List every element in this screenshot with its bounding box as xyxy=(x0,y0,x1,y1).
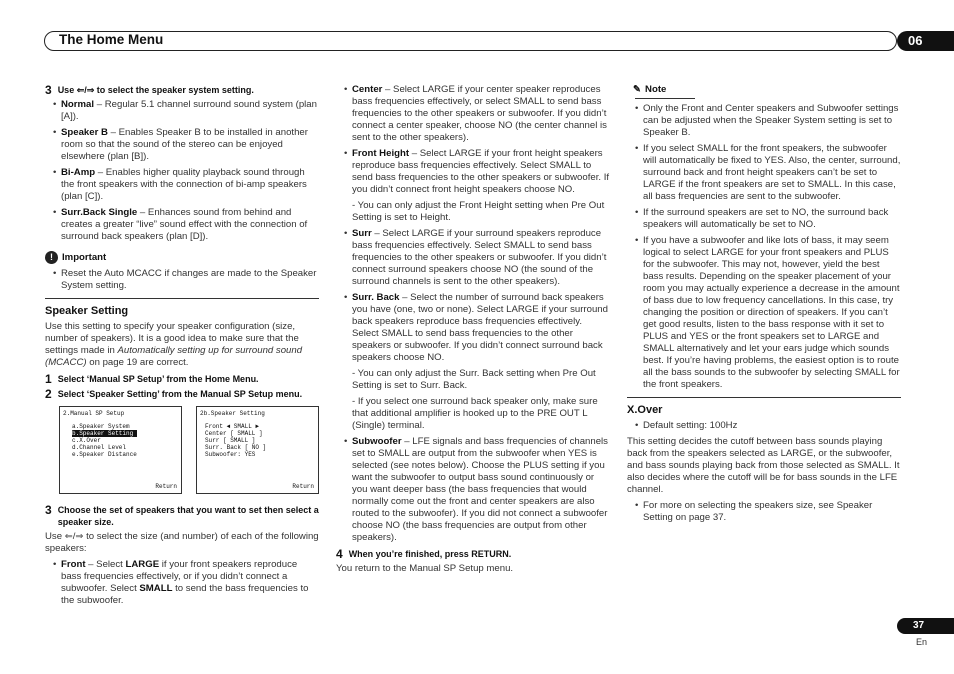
list-item-surr-back: • Surr. Back – Select the number of surround back speakers you have (one, two or none). Select LARGE if your surround back speakers reproduce bass frequencies effectively. Select SMALL to send bass frequencies to the other speakers or subwoofer. If you didn’t connect surround back speakers choose NO. xyxy=(336,292,610,364)
column-1 xyxy=(45,84,319,611)
list-item-center: • Center – Select LARGE if your center speaker reproduces bass frequencies effectively, or select SMALL to send bass frequencies to the other speakers or subwoofer. If you didn’t connect a center speaker, choose NO (the center channel is sent to the other speakers). xyxy=(336,84,610,144)
language-label: En xyxy=(916,637,928,647)
osd-screens xyxy=(59,406,319,494)
important-icon: ! xyxy=(45,251,58,264)
header-bar xyxy=(44,31,897,51)
list-item-subwoofer: • Subwoofer – LFE signals and bass frequencies of channels set to SMALL are output from the subwoofer when YES is selected (see notes below). Choose the PLUS setting if you want the subwoofer to output bass sound continuously or you want deeper bass (the bass frequencies that would normally come out the front and center speakers are also routed to the subwoofer). If you did not connect a subwoofer choose NO (the bass frequencies are output from other speakers). xyxy=(336,436,610,544)
column-2 xyxy=(336,84,610,579)
pencil-icon: ✎ xyxy=(633,84,642,95)
step-3: 3 Choose the set of speakers that you want to set then select a speaker size. xyxy=(45,503,319,527)
osd-manual-sp-setup: 2.Manual SP Setup a.Speaker System b.Speaker Setting c.X.Over d.Channel Level e.Speaker Distance Return xyxy=(59,406,182,494)
section-title-speaker-setting: Speaker Setting xyxy=(45,298,319,317)
step-2: 2 Select ‘Speaker Setting’ from the Manual SP Setup menu. xyxy=(45,387,303,401)
step-4-text: You return to the Manual SP Setup menu. xyxy=(336,563,514,574)
page-title: The Home Menu xyxy=(59,32,164,47)
list-item-front-height: • Front Height – Select LARGE if your front height speakers reproduce bass frequencies effectively. Select SMALL to send bass frequencies to the other speakers or subwoofer. If you didn’t connect front height speakers choose NO. xyxy=(336,148,610,196)
section-title-xover: X.Over xyxy=(627,404,663,416)
list-item: • Surr.Back Single – Enhances sound from behind and creates a greater “live” sound effect with the connection of surround back speakers (plan [D]). xyxy=(45,207,319,243)
note-item: • If you have a subwoofer and like lots of bass, it may seem logical to select LARGE for your front speakers and PLUS for the subwoofer. This may not, however, yield the best bass results. Depending on the speaker placement of your room you may actually experience a decrease in the amount of bass due to low frequency cancellations. In this case, try changing the position or direction of speakers. If you can’t get good results, listen to the bass response with it set to PLUS and YES or the front speakers set to LARGE and SMALL alternatively and let your ears judge which sounds best. If you’re having problems, the easiest option is to route all the bass sounds to the subwoofer by selecting SMALL for the front speakers. xyxy=(627,235,901,391)
list-item: • Normal – Regular 5.1 channel surround sound system (plan [A]). xyxy=(45,99,319,123)
list-item-surr: • Surr – Select LARGE if your surround speakers reproduce bass frequencies effectively. Select SMALL to send bass frequencies to the other speakers or subwoofer. If you didn’t connect surround speakers choose NO (the sound of the surround channels is sent to the other speakers). xyxy=(336,228,610,288)
step-3-system: 3 Use ⇐/⇒ to select the speaker system setting. xyxy=(45,83,254,97)
osd-speaker-setting: 2b.Speaker Setting Front ◄ SMALL ► Center [ SMALL ] Surr [ SMALL ] Surr. Back [ NO ] Subwoofer: YES Return xyxy=(196,406,319,494)
important-heading: ! Important xyxy=(45,251,319,264)
note-heading: ✎ Note xyxy=(633,84,667,95)
page-number: 37 xyxy=(897,618,954,634)
step-4: 4 When you’re finished, press RETURN. xyxy=(336,547,512,561)
list-item-front: • Front – Select LARGE if your front speakers reproduce bass frequencies effectively, or if you didn’t connect a subwoofer. Select SMALL to send the bass frequencies to the subwoofer. xyxy=(45,559,319,607)
important-item: • Reset the Auto MCACC if changes are made to the Speaker System setting. xyxy=(45,268,319,292)
xover-note: • For more on selecting the speakers size, see Speaker Setting on page 37. xyxy=(627,500,901,524)
list-item: • Speaker B – Enables Speaker B to be installed in another room so that the sound of the stereo can be enjoyed elsewhere (plan [B]). xyxy=(45,127,319,163)
system-options-list xyxy=(45,99,319,243)
chapter-badge: 06 xyxy=(897,31,954,51)
note-item: • If the surround speakers are set to NO, the surround back speakers will automatically be set to NO. xyxy=(627,207,901,231)
step-3-text: Use ⇐/⇒ to select the size (and number) of each of the following speakers: xyxy=(45,531,319,554)
section-intro: Use this setting to specify your speaker configuration (size, number of speakers). It is a good idea to make sure that the settings made in Automatically setting up for surround sound (MCACC) on page 19 are correct. xyxy=(45,321,303,368)
note-item: • If you select SMALL for the front speakers, the subwoofer will automatically be fixed to YES. Also, the center, surround, surround back and front height speakers can’t be set to LARGE if the front speakers are set to SMALL. In this case, all bass frequencies are sent to the subwoofer. xyxy=(627,143,901,203)
sub-note: - You can only adjust the Surr. Back setting when Pre Out Setting is set to Surr. Back. xyxy=(352,368,596,391)
xover-text: This setting decides the cutoff between bass sounds playing back from the speakers selected as LARGE, or the subwoofer, and bass sounds playing back from those selected as SMALL. It also decides where the cutoff will be for bass sounds in the LFE channel. xyxy=(627,436,900,495)
default-setting: • Default setting: 100Hz xyxy=(627,420,901,432)
list-item: • Bi-Amp – Enables higher quality playback sound through the front speakers with the connection of bi-amp speakers (plan [C]). xyxy=(45,167,319,203)
note-item: • Only the Front and Center speakers and Subwoofer settings can be adjusted when the Speaker System setting is set to Speaker B. xyxy=(627,103,901,139)
sub-note: - If you select one surround back speaker only, make sure that additional amplifier is hooked up to the PRE OUT L (Single) terminal. xyxy=(352,396,598,431)
step-1: 1 Select ‘Manual SP Setup’ from the Home Menu. xyxy=(45,372,259,386)
sub-note: - You can only adjust the Front Height setting when Pre Out Setting is set to Height. xyxy=(352,200,605,223)
column-3 xyxy=(627,84,901,528)
